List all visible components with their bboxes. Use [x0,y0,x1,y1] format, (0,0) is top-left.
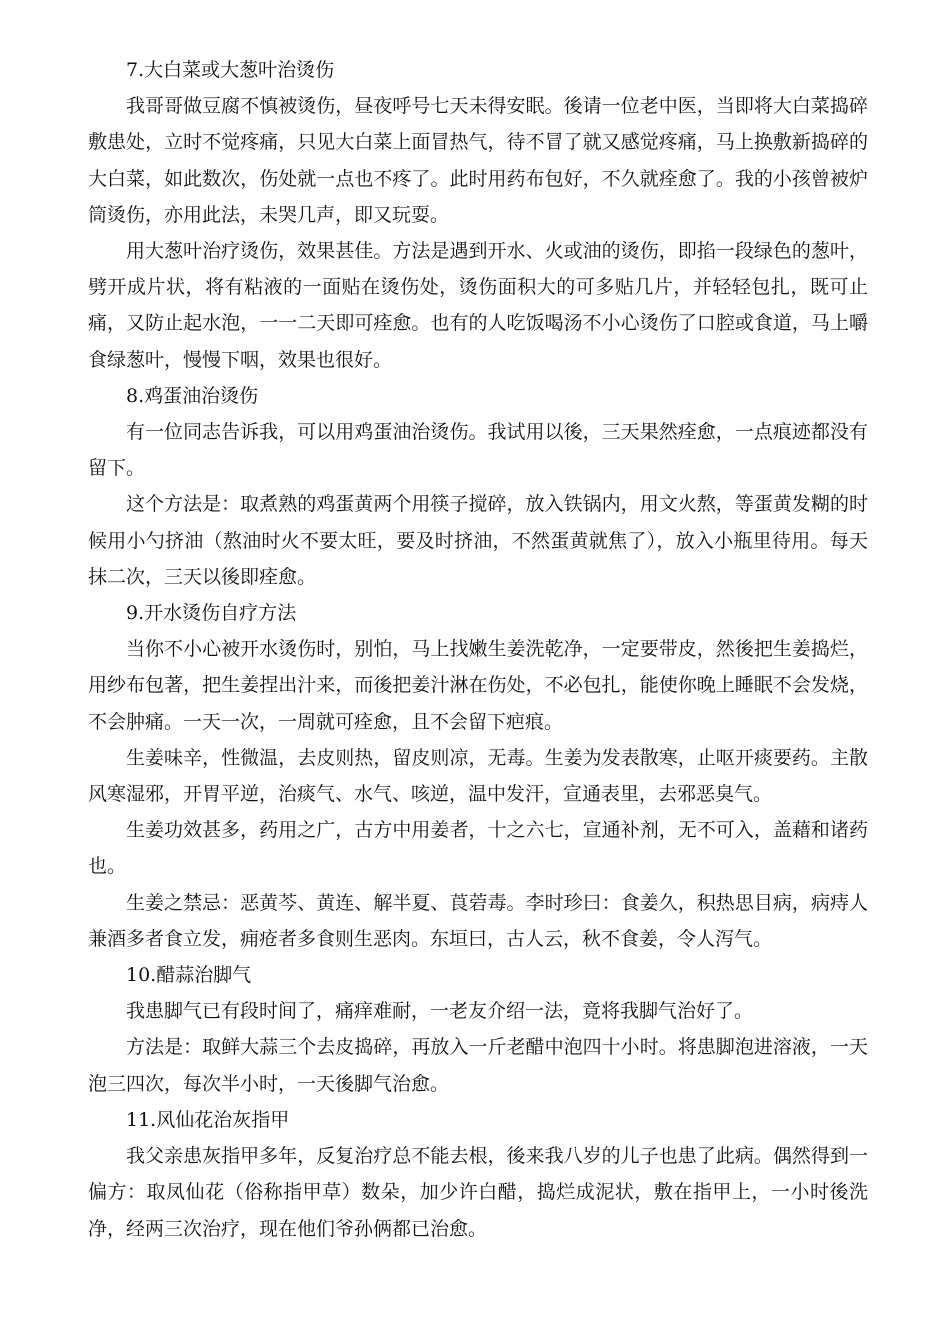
paragraph: 这个方法是：取煮熟的鸡蛋黄两个用筷子搅碎，放入铁锅内，用文火熬，等蛋黄发糊的时候用小勺挤油（熬油时火不要太旺，要及时挤油，不然蛋黄就焦了），放入小瓶里待用。每天抹二次，三天以後即痊愈。 [88,493,868,588]
document-page [88,52,868,1247]
section-9 [88,595,868,957]
section-7 [88,52,868,378]
section-heading: 9.开水烫伤自疗方法 [126,602,297,625]
section-10 [88,957,868,1102]
section-heading: 8.鸡蛋油治烫伤 [126,384,259,407]
paragraph: 当你不小心被开水烫伤时，别怕，马上找嫩生姜洗乾净，一定要带皮，然後把生姜捣烂，用纱布包著，把生姜捏出汁来，而後把姜汁淋在伤处，不必包扎，能使你晚上睡眠不会发烧，不会肿痛。一天一次，一周就可痊愈，且不会留下疤痕。 [88,638,868,733]
section-heading: 7.大白菜或大葱叶治烫伤 [126,59,335,81]
paragraph: 我哥哥做豆腐不慎被烫伤，昼夜呼号七天未得安眠。後请一位老中医，当即将大白菜捣碎敷患处，立时不觉疼痛，只见大白菜上面冒热气，待不冒了就又感觉疼痛，马上换敷新捣碎的大白菜，如此数次，伤处就一点也不疼了。此时用药布包好，不久就痊愈了。我的小孩曾被炉筒烫伤，亦用此法，未哭几声，即又玩耍。 [88,95,868,226]
section-8 [88,378,868,595]
paragraph: 方法是：取鲜大蒜三个去皮捣碎，再放入一斤老醋中泡四十小时。将患脚泡进溶液，一天泡三四次，每次半小时，一天後脚气治愈。 [88,1036,868,1095]
paragraph: 有一位同志告诉我，可以用鸡蛋油治烫伤。我试用以後，三天果然痊愈，一点痕迹都没有留下。 [88,421,868,480]
section-11 [88,1102,868,1247]
section-heading: 10.醋蒜治脚气 [126,964,252,987]
paragraph: 生姜味辛，性微温，去皮则热，留皮则凉，无毒。生姜为发表散寒，止呕开痰要药。主散风寒湿邪，开胃平逆，治痰气、水气、咳逆，温中发汗，宣通表里，去邪恶臭气。 [88,746,868,806]
paragraph: 用大葱叶治疗烫伤，效果甚佳。方法是遇到开水、火或油的烫伤，即掐一段绿色的葱叶，劈开成片状，将有粘液的一面贴在烫伤处，烫伤面积大的可多贴几片，并轻轻包扎，既可止痛，又防止起水泡，一一二天即可痊愈。也有的人吃饭喝汤不小心烫伤了口腔或食道，马上嚼食绿葱叶，慢慢下咽，效果也很好。 [88,240,868,371]
paragraph: 生姜之禁忌：恶黄芩、黄连、解半夏、莨菪毒。李时珍曰：食姜久，积热思目病，病痔人兼酒多者食立发，痈疮者多食则生恶肉。东垣曰，古人云，秋不食姜，令人泻气。 [88,891,868,950]
section-heading: 11.风仙花治灰指甲 [126,1108,290,1131]
paragraph: 生姜功效甚多，药用之广，古方中用姜者，十之六七，宣通补剂，无不可入，盖藉和诸药也。 [88,819,868,878]
paragraph: 我父亲患灰指甲多年，反复治疗总不能去根，後来我八岁的儿子也患了此病。偶然得到一偏方：取凤仙花（俗称指甲草）数朵，加少许白醋，捣烂成泥状，敷在指甲上，一小时後洗净，经两三次治疗，现在他们爷孙俩都已治愈。 [88,1145,868,1240]
paragraph: 我患脚气已有段时间了，痛痒难耐，一老友介绍一法，竟将我脚气治好了。 [126,1000,754,1023]
